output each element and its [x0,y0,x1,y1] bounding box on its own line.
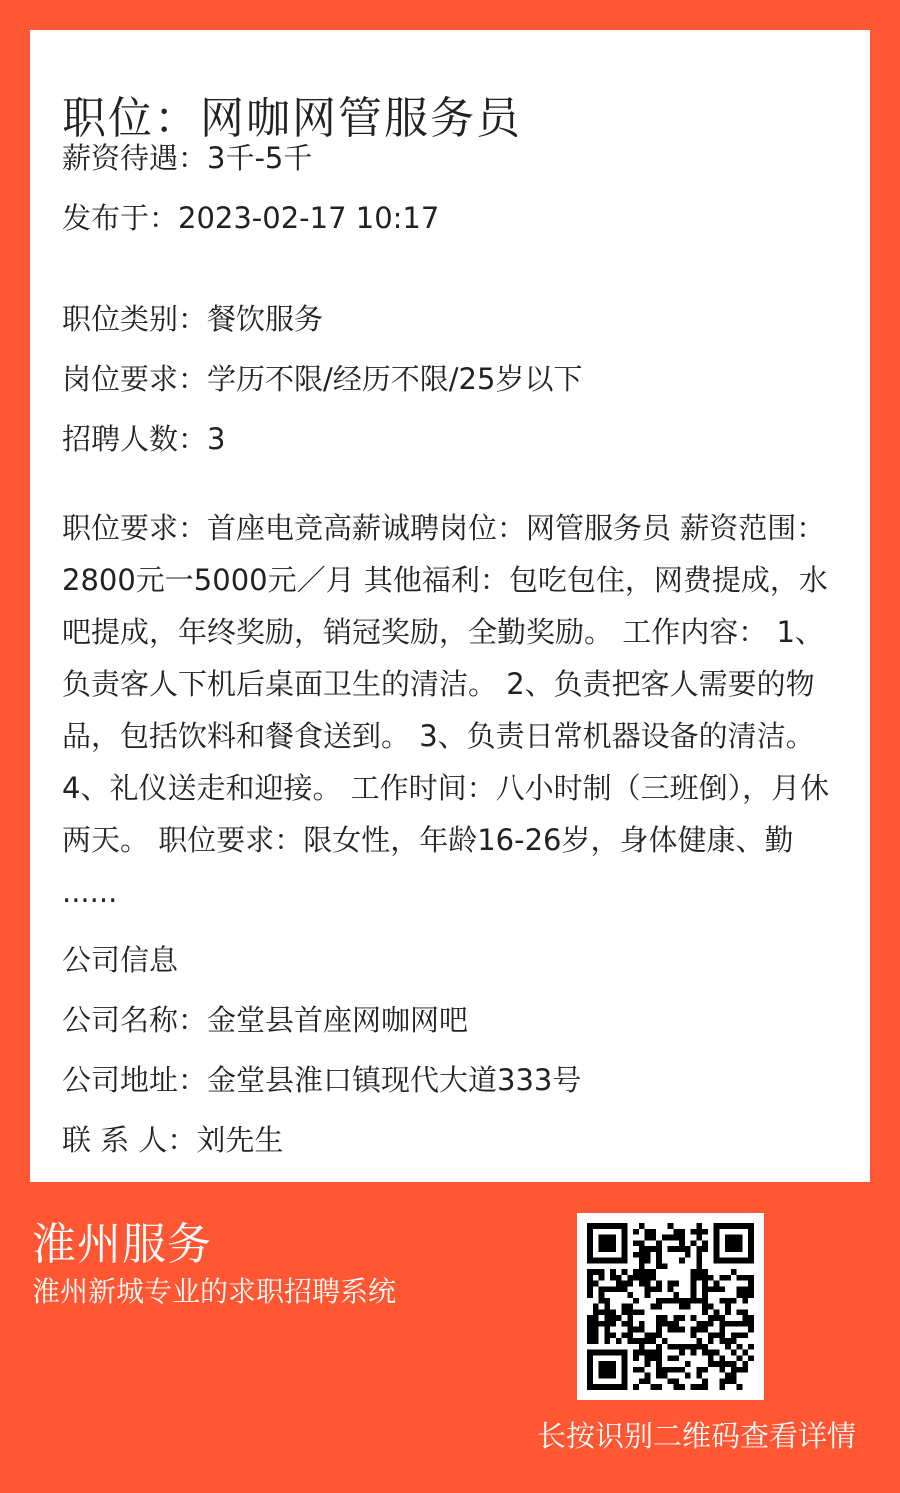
brand-tagline: 淮州新城专业的求职招聘系统 [32,1275,397,1308]
qr-code[interactable] [577,1213,764,1400]
headcount: 招聘人数：3 [62,422,226,456]
brand-name: 淮州服务 [32,1219,212,1270]
scan-hint: 长按识别二维码查看详情 [536,1419,856,1453]
company-section-label: 公司信息 [62,943,179,977]
job-card [30,30,870,1182]
salary: 薪资待遇：3千-5千 [62,141,313,175]
company-name: 公司名称：金堂县首座网咖网吧 [62,1003,469,1037]
job-description: 职位要求：首座电竞高薪诚聘岗位：网管服务员 薪资范围：2800元一5000元／月 其他福利：包吃包住，网费提成，水吧提成，年终奖励，销冠奖励，全勤奖励。 工作内容： 1、负责客人下机后桌面卫生的清洁。 2、负责把客人需要的物品，包括饮料和餐食送到。 3、负责日常机器设备的清洁。 4、礼仪送走和迎接。 工作时间：八小时制（三班倒），月休两天。 职位要求：限女性，年龄16-26岁，身体健康、勤 ...... [62,511,830,909]
job-title: 职位：网咖网管服务员 [62,93,522,144]
contact-person: 联 系 人：刘先生 [62,1123,284,1157]
published-time: 发布于：2023-02-17 10:17 [62,201,440,235]
company-address: 公司地址：金堂县淮口镇现代大道333号 [62,1063,582,1097]
qr-code-icon [587,1223,754,1390]
position-requirements: 岗位要求：学历不限/经历不限/25岁以下 [62,362,583,396]
job-category: 职位类别：餐饮服务 [62,302,324,336]
